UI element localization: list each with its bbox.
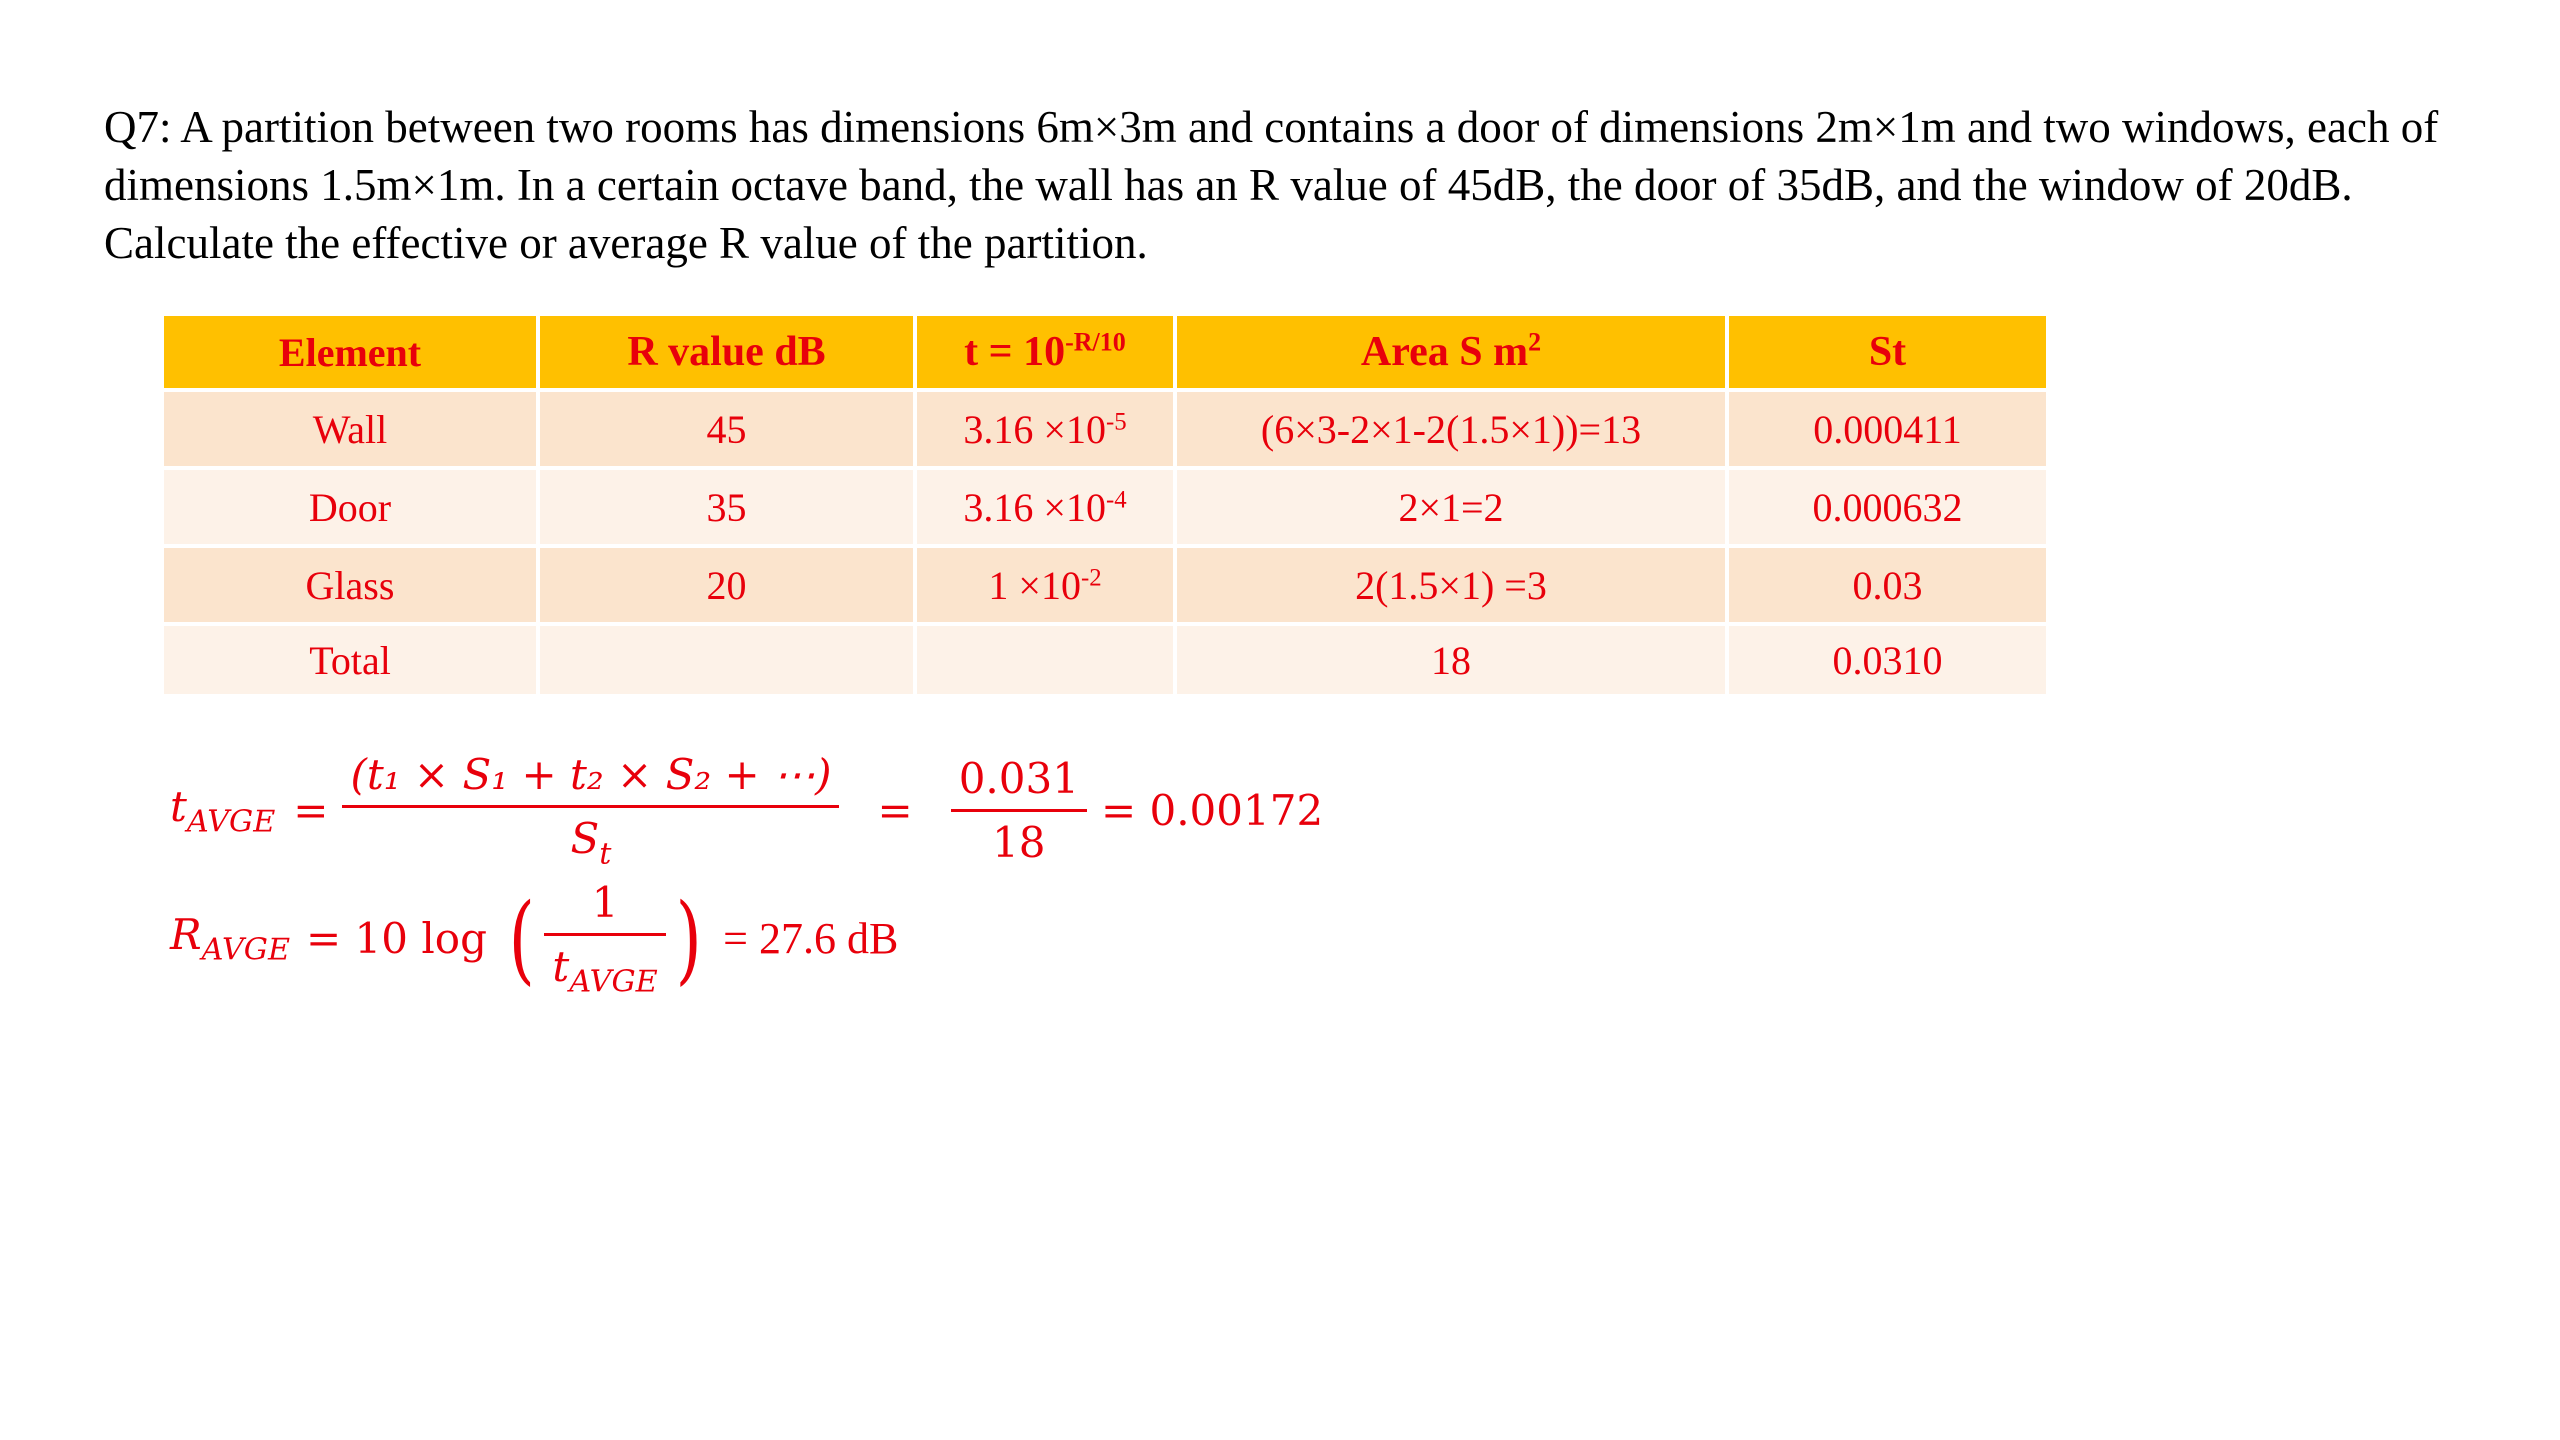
r-avg-log-term: = 10 log	[306, 914, 487, 964]
table-row	[162, 468, 2048, 546]
value-denominator: 18	[951, 809, 1087, 867]
cell-element: Wall	[162, 390, 538, 468]
cell-t: $3.16 \times 10^{-4}$	[915, 468, 1175, 546]
t-avg-denominator: $S_t$	[342, 805, 839, 872]
cell-r	[538, 624, 915, 696]
cell-t: $1 \times 10^{-2}$	[915, 546, 1175, 624]
r-avg-numerator: 1	[591, 878, 619, 927]
right-paren: )	[675, 882, 702, 995]
cell-area: (6×3-2×1-2(1.5×1))=13	[1175, 390, 1727, 468]
left-paren: (	[508, 882, 535, 995]
cell-area: 18	[1175, 624, 1727, 696]
cell-element: Total	[162, 624, 538, 696]
cell-element: Door	[162, 468, 538, 546]
r-avg-symbol: $R_{AVGE}$	[170, 910, 291, 968]
table-header-row	[162, 314, 2048, 390]
r-avg-result: = 27.6 dB	[723, 914, 899, 964]
equals-sign: =	[293, 786, 329, 836]
cell-area: 2×1=2	[1175, 468, 1727, 546]
value-numerator: 0.031	[958, 754, 1079, 804]
cell-t	[915, 624, 1175, 696]
table-row-total	[162, 624, 2048, 696]
header-element: Element	[162, 314, 538, 390]
table-row	[162, 546, 2048, 624]
cell-t: $3.16 \times 10^{-5}$	[915, 390, 1175, 468]
value-fraction	[955, 754, 1083, 867]
cell-area: 2(1.5×1) =3	[1175, 546, 1727, 624]
cell-element: Glass	[162, 546, 538, 624]
question-text: Q7: A partition between two rooms has dimensions 6m×3m and contains a door of dimensions 2m×1m and two windows, each of dimensions 1.5m×1m. In a certain octave band, the wall has an R value of 45dB, the door of 35dB, and the window of 20dB. Calculate the effective or average R value of the partition.	[104, 102, 2439, 268]
cell-st: 0.000411	[1727, 390, 2048, 468]
t-avg-fraction	[346, 750, 835, 872]
calculation-table	[160, 312, 2050, 698]
cell-r: 45	[538, 390, 915, 468]
t-avg-result: = 0.00172	[1100, 786, 1324, 836]
t-avg-symbol: $t_{AVGE}$	[170, 782, 276, 840]
table-row	[162, 390, 2048, 468]
cell-st: 0.000632	[1727, 468, 2048, 546]
t-average-equation	[170, 750, 1323, 872]
cell-st: 0.0310	[1727, 624, 2048, 696]
cell-r: 20	[538, 546, 915, 624]
equals-sign: =	[877, 786, 913, 836]
header-t: $t = 10^{-R/10}$	[915, 314, 1175, 390]
header-area: Area S $m^2$	[1175, 314, 1727, 390]
cell-st: 0.03	[1727, 546, 2048, 624]
header-st: St	[1727, 314, 2048, 390]
cell-r: 35	[538, 468, 915, 546]
r-avg-denominator: $t_{AVGE}$	[544, 933, 665, 1000]
header-r-value: R value dB	[538, 314, 915, 390]
t-avg-numerator: (t₁ × S₁ + t₂ × S₂ + ⋯)	[350, 750, 832, 799]
r-average-equation	[170, 878, 898, 1000]
r-avg-fraction	[548, 878, 661, 1000]
